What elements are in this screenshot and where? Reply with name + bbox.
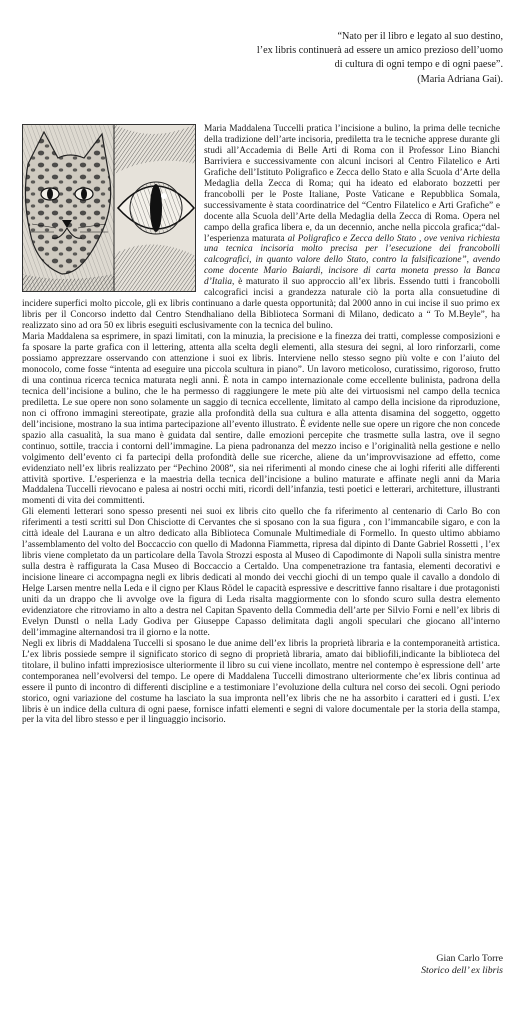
quote-line: di cultura di ogni tempo e di ogni paese”. (334, 59, 503, 70)
quote-line: “Nato per il libro e legato al suo destino, (337, 31, 503, 42)
article-paragraph: Gli elementi letterari sono spesso presenti nei suoi ex libris cito quello che fa riferimento al centenario di Carlo Bo con riferimenti a testi scritti sul Don Chisciotte di Cervantes che si sposano con la sua figura , con l’immancabile sigaro, e con la città ideale del Laurana e un altro dedicato alla Biblioteca Comunale Multimediale di Formello. In questo ultimo abbiamo l’assemblamento del volto del Boccaccio con quello di Madonna Fiammetta, ripresa dal dipinto di Dante Gabriel Rossetti , l’ex libris viene completato da un particolare della Tavola Strozzi esposta al Museo di Capodimonte di Napoli sulla sinistra mentre sulla destra è raffigurata la Casa Museo di Boccaccio a Certaldo. Una compenetrazione tra fantasia, elementi decorativi e incisione lineare ci accompagna negli ex libris dedicati al mondo dei vecchi giochi di un tempo quale il cavallo a dondolo di Helge Larsen mentre nella Leda e il cigno per Klaus Rödel le capacità espressive e descrittive fanno risaltare i due protagonisti uniti da un drappo che li avvolge ove la figura di Leda risalta maggiormente con lo sfondo scuro sulla destra elemento evidenziatore che ritroviamo in alto a destra nel Capitan Spavento della Commedia dell’arte per Silvio Forni e nell’ex libris di Evelyn Dunstl o nella Lady Godiva per Giuseppe Capasso delimitata dagli angoli speculari che giocano all’interno dell’immagine alternandosi tra il giorno e la notte. (22, 507, 500, 638)
signature-role: Storico dell’ ex libris (421, 965, 503, 976)
quote-line: l’ex libris continuerà ad essere un amico prezioso dell’uomo (256, 45, 503, 56)
paragraph-text: Maria Maddalena Tuccelli pratica l’incisione a bulino, la prima delle tecniche della tradizione dell’arte incisoria, prediletta tra le tecniche apprese durante gli studi all’Accademia di Belle Arti di Roma con il Professor Lino Bianchi Barriviera e successivamente con alcuni incisori al Centro Filatelico e Arti Grafiche dell’Istituto Poligrafico e Zecca dello Stato e alla Scuola d’Arte della Medaglia della Zecca di Roma; qui ha ideato ed elaborato bozzetti per francobolli per le Poste Italiane, Poste Vaticane e Repubblica Somala, successivamente è stata coordinatrice del “Centro Filatelico e Arti Grafiche” e docente alla Scuola dell’Arte della Medaglia della Zecca di Roma. Opera nel campo della grafica libera e, da un decennio, anche nella piccola grafica;“dal-l’esperienza maturata (204, 124, 500, 244)
epigraph-quote (83, 30, 503, 87)
article-body (22, 124, 500, 726)
paragraph-text: è maturato il suo approccio all’ex libris. Essendo tutti i francobolli calcografici incisi a grandezza naturale ciò la porta alla consuetudine di incidere superfici molto piccole, gli ex libris continuano a darle questa opportunità; dal 2000 anno in cui incise il suo primo ex libris per il Concorso indetto dal Centro Stendhaliano della Biblioteca Sormani di Milano, dedicato a “ To M.Beyle”, ha realizzato sino ad ora 50 ex libris eseguiti esclusivamente con la tecnica del bulino. (22, 277, 500, 332)
article-paragraph: Maria Maddalena sa esprimere, in spazi limitati, con la minuzia, la precisione e la finezza dei tratti, complesse composizioni e fa sposare la parte grafica con il lettering, attenta alla scelta degli elementi, alla stesura dei segni, al loro rinforzarli, come possiamo apprezzare osservando con attenzione i suoi ex libris. Interviene nello stesso segno più volte e con l’aiuto del monocolo, come fosse “intenta ad eseguire una piccola scultura in piano”. Un lavoro meticoloso, curatissimo, rigoroso, frutto di una continua ricerca tecnica maturata negli anni. È nota in campo internazionale come eccellente bulinista, padrona della tecnica dell’incisione a bulino, che le ha permesso di raggiungere le mete più alte dei virtuosismi nel campo della tecnica prediletta. Le sue opere non sono solamente un saggio di tecnica eccellente, limitato al campo della incisione da riproduzione, non ci offrono immagini stereotipate, grazie alla profondità della sua cultura e alla attenta disamina del soggetto, oggetto dell’incisione, mostrano la sua intima partecipazione all’evento illustrato. È evidente nelle sue opere un rigore che non concede spazio alla casualità, la sua mano è guidata dal sentire, dalle emozioni percepite che trasmette sulla lastra, ove il segno continuo, sottile, traccia i contorni dell’immagine. La piena padronanza del mezzo inciso e l’originalità nella gestione e nello volgimento dell’evento ci fa partecipi della profondità delle sue ricerche, aliene da un’improvvisazione ad effetto, come evidenziato nell’ex libris realizzato per “Pechino 2008”, sia nei riferimenti al mondo cinese che ai loghi riferiti alle differenti attività sportive. L’esperienza e la maestria della tecnica dell’incisione a bulino maturate e affinate negli anni da Maria Maddalena Tuccelli rievocano e palesa ai nostri occhi miti, ricordi dell’infanzia, testi poetici e letterari, architetture, illustranti momenti di vita dei committenti. (22, 332, 500, 507)
signature-name: Gian Carlo Torre (436, 953, 503, 964)
article-paragraph: Negli ex libris di Maddalena Tuccelli si sposano le due anime dell’ex libris la proprietà libraria e la contemporaneità artistica. L’ex libris possiede sempre il significato storico di segno di proprietà libraria, amato dai bibliofili,indicante la biblioteca del titolare, il bulino infatti impreziosisce ulteriormente il libro su cui viene incollato, mentre nel contempo è espressione dell’ arte contemporanea nell’evolversi del tempo. Le opere di Maddalena Tuccelli dimostrano ulteriormente che’ex libris continua ad essere il punto di incontro di differenti discipline e a testimoniare l’evoluzione della cultura nel corso dei secoli. Ogni periodo storico, ogni variazione del costume ha lasciato la sua impronta nell’ex libris che ne ha assorbito i caratteri ed i gusti. L’ex libris è un indice della cultura di ogni paese, fornisce infatti elementi e segni di valore documentale per la storia della stampa, per la vita del libro stesso e per il linguaggio incisorio. (22, 638, 500, 726)
author-signature (421, 953, 503, 977)
paragraph-italic-text: al Poligrafico e Zecca dello Stato , ove veniva richiesta una tecnica incisoria molto precisa per l’esecuzione dei francobolli calcografici, in quanto valore dello Stato, contro la falsificazione”, avendo come docente Mario Baiardi, incisore di carta moneta presso la Banca d’Italia, (204, 233, 500, 288)
image-float-spacer (22, 124, 204, 294)
quote-author: (Maria Adriana Gai). (417, 74, 503, 85)
